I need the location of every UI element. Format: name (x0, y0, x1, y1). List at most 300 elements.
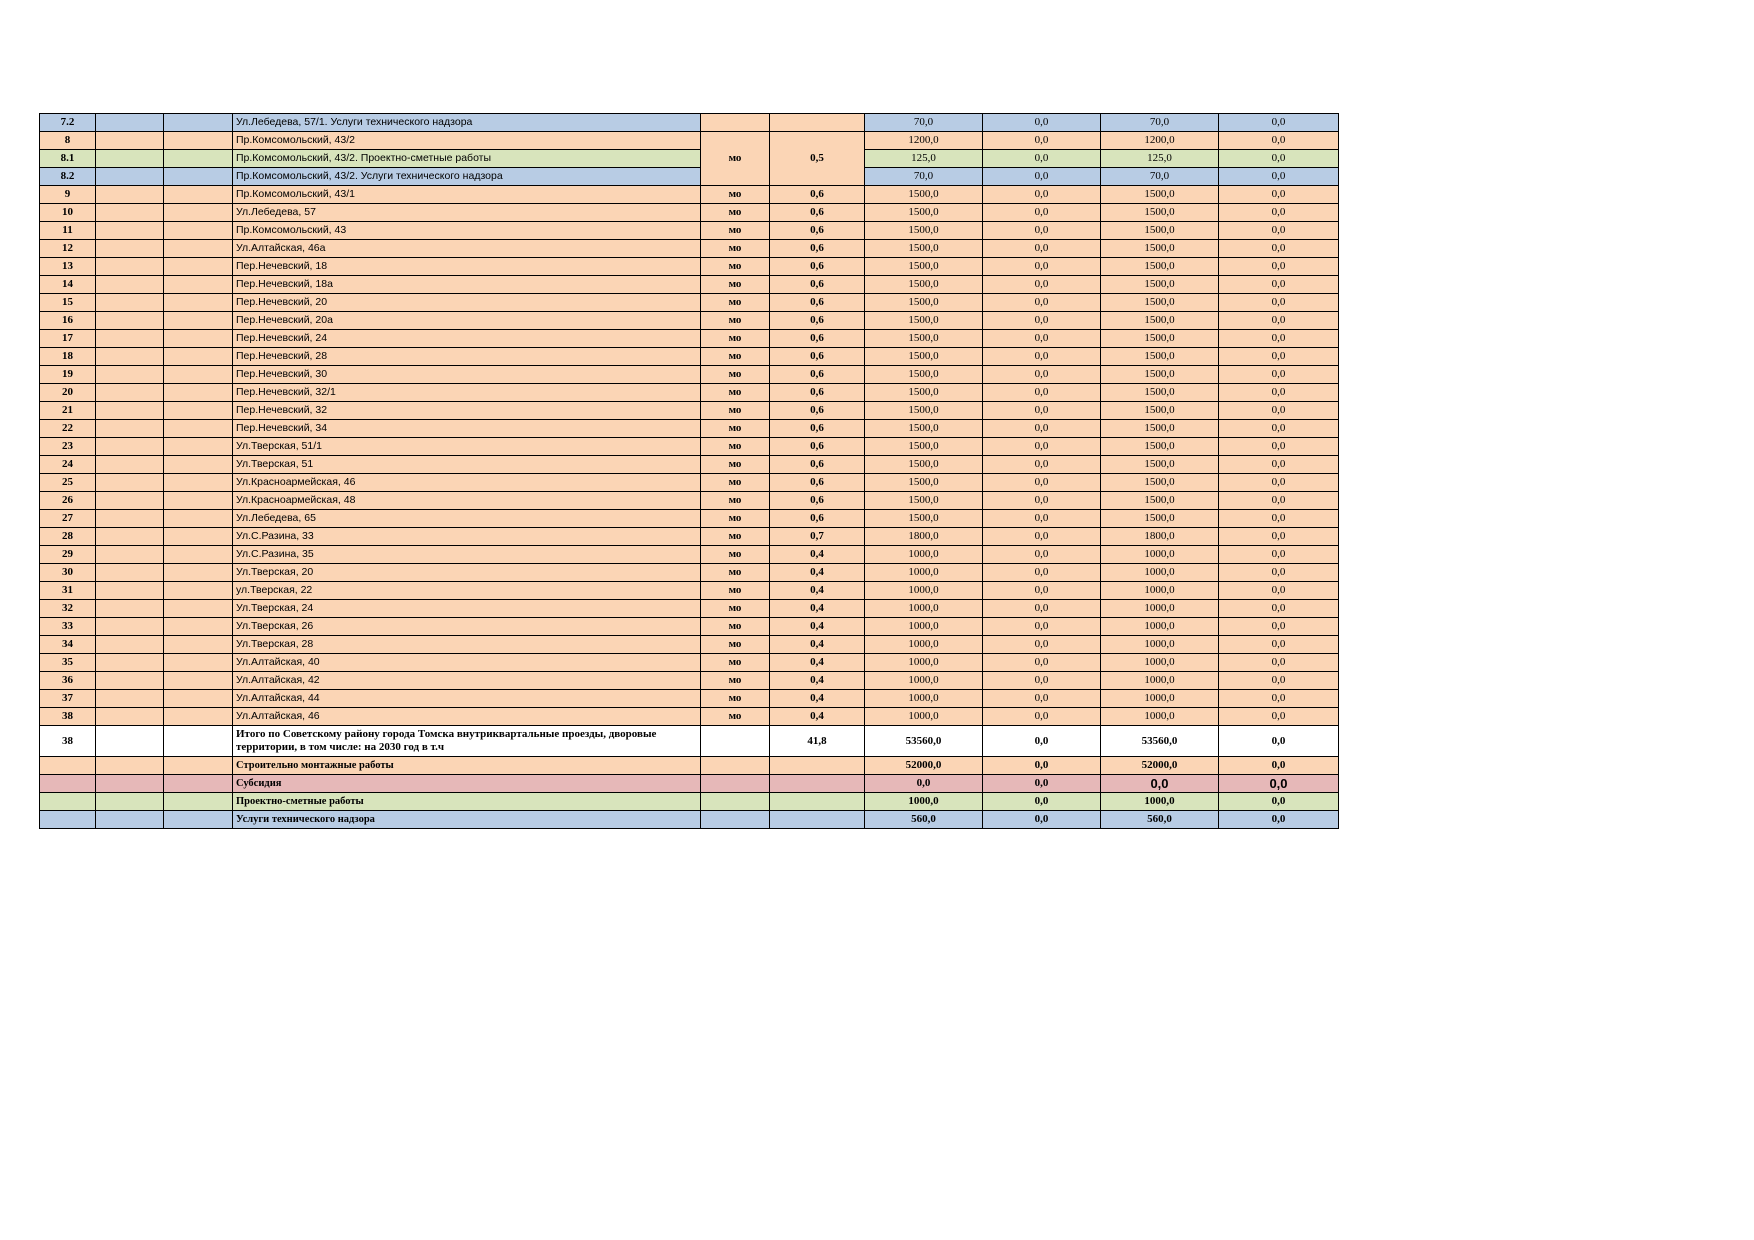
object-name-cell: ул.Тверская, 22 (233, 582, 701, 600)
unit-cell (701, 811, 770, 829)
unit-cell: мо (701, 636, 770, 654)
row-number-cell: 24 (40, 456, 96, 474)
value-cell-3: 1500,0 (1101, 492, 1219, 510)
empty-cell (96, 240, 164, 258)
object-name-cell: Ул.Тверская, 20 (233, 564, 701, 582)
empty-cell (164, 757, 233, 775)
empty-cell (164, 420, 233, 438)
empty-cell (96, 186, 164, 204)
value-cell-1: 1500,0 (865, 294, 983, 312)
value-cell-4: 0,0 (1219, 420, 1339, 438)
value-cell-4: 0,0 (1219, 600, 1339, 618)
quantity-cell: 0,6 (770, 438, 865, 456)
row-number-cell (40, 757, 96, 775)
value-cell-3: 560,0 (1101, 811, 1219, 829)
quantity-cell: 0,6 (770, 402, 865, 420)
table-row (40, 366, 1339, 384)
row-number-cell: 10 (40, 204, 96, 222)
value-cell-2: 0,0 (983, 276, 1101, 294)
value-cell-2: 0,0 (983, 757, 1101, 775)
value-cell-3: 1000,0 (1101, 546, 1219, 564)
empty-cell (164, 510, 233, 528)
value-cell-1: 1000,0 (865, 636, 983, 654)
row-number-cell: 25 (40, 474, 96, 492)
value-cell-4: 0,0 (1219, 654, 1339, 672)
quantity-cell: 0,4 (770, 654, 865, 672)
object-name-cell: Ул.Алтайская, 42 (233, 672, 701, 690)
table-row (40, 276, 1339, 294)
quantity-cell: 0,6 (770, 420, 865, 438)
value-cell-4: 0,0 (1219, 168, 1339, 186)
empty-cell (164, 600, 233, 618)
unit-cell: мо (701, 510, 770, 528)
empty-cell (164, 474, 233, 492)
unit-cell: мо (701, 366, 770, 384)
unit-cell (701, 114, 770, 132)
value-cell-1: 1500,0 (865, 348, 983, 366)
value-cell-4: 0,0 (1219, 510, 1339, 528)
value-cell-1: 1500,0 (865, 240, 983, 258)
value-cell-1: 1500,0 (865, 456, 983, 474)
empty-cell (96, 793, 164, 811)
empty-cell (96, 474, 164, 492)
row-number-cell: 23 (40, 438, 96, 456)
empty-cell (164, 636, 233, 654)
value-cell-4: 0,0 (1219, 726, 1339, 757)
empty-cell (96, 510, 164, 528)
quantity-cell: 0,6 (770, 276, 865, 294)
value-cell-4: 0,0 (1219, 492, 1339, 510)
value-cell-2: 0,0 (983, 240, 1101, 258)
value-cell-3: 53560,0 (1101, 726, 1219, 757)
table-row (40, 294, 1339, 312)
table-row (40, 708, 1339, 726)
object-name-cell: Ул.Алтайская, 40 (233, 654, 701, 672)
empty-cell (164, 672, 233, 690)
row-number-cell: 31 (40, 582, 96, 600)
value-cell-4: 0,0 (1219, 456, 1339, 474)
value-cell-4: 0,0 (1219, 276, 1339, 294)
unit-cell: мо (701, 708, 770, 726)
unit-cell (701, 793, 770, 811)
value-cell-3: 52000,0 (1101, 757, 1219, 775)
unit-cell: мо (701, 330, 770, 348)
value-cell-4: 0,0 (1219, 294, 1339, 312)
value-cell-3: 1000,0 (1101, 600, 1219, 618)
value-cell-1: 1000,0 (865, 654, 983, 672)
row-number-cell: 27 (40, 510, 96, 528)
value-cell-2: 0,0 (983, 492, 1101, 510)
table-row (40, 168, 1339, 186)
row-number-cell: 7.2 (40, 114, 96, 132)
empty-cell (164, 654, 233, 672)
table-row (40, 510, 1339, 528)
value-cell-3: 1500,0 (1101, 204, 1219, 222)
table-row (40, 474, 1339, 492)
object-name-cell: Строительно монтажные работы (233, 757, 701, 775)
value-cell-2: 0,0 (983, 582, 1101, 600)
empty-cell (164, 582, 233, 600)
value-cell-4: 0,0 (1219, 775, 1339, 793)
table-row (40, 420, 1339, 438)
value-cell-2: 0,0 (983, 726, 1101, 757)
table-row (40, 618, 1339, 636)
value-cell-4: 0,0 (1219, 474, 1339, 492)
value-cell-3: 1000,0 (1101, 564, 1219, 582)
empty-cell (96, 366, 164, 384)
row-number-cell: 38 (40, 726, 96, 757)
unit-cell: мо (701, 690, 770, 708)
value-cell-1: 125,0 (865, 150, 983, 168)
unit-cell: мо (701, 438, 770, 456)
quantity-cell: 0,6 (770, 510, 865, 528)
object-name-cell: Ул.С.Разина, 33 (233, 528, 701, 546)
row-number-cell (40, 793, 96, 811)
value-cell-3: 1500,0 (1101, 474, 1219, 492)
budget-table (39, 113, 1339, 829)
row-number-cell: 33 (40, 618, 96, 636)
value-cell-4: 0,0 (1219, 708, 1339, 726)
value-cell-2: 0,0 (983, 618, 1101, 636)
value-cell-3: 1500,0 (1101, 366, 1219, 384)
object-name-cell: Ул.С.Разина, 35 (233, 546, 701, 564)
quantity-cell (770, 114, 865, 132)
value-cell-2: 0,0 (983, 708, 1101, 726)
unit-cell: мо (701, 492, 770, 510)
value-cell-2: 0,0 (983, 654, 1101, 672)
empty-cell (164, 402, 233, 420)
value-cell-3: 1500,0 (1101, 312, 1219, 330)
value-cell-1: 1500,0 (865, 312, 983, 330)
row-number-cell: 12 (40, 240, 96, 258)
value-cell-4: 0,0 (1219, 582, 1339, 600)
object-name-cell: Проектно-сметные работы (233, 793, 701, 811)
table-row (40, 186, 1339, 204)
table-row (40, 258, 1339, 276)
empty-cell (164, 258, 233, 276)
value-cell-4: 0,0 (1219, 757, 1339, 775)
row-number-cell: 38 (40, 708, 96, 726)
value-cell-2: 0,0 (983, 132, 1101, 150)
value-cell-4: 0,0 (1219, 690, 1339, 708)
empty-cell (164, 456, 233, 474)
unit-cell (701, 757, 770, 775)
value-cell-3: 1000,0 (1101, 654, 1219, 672)
empty-cell (96, 258, 164, 276)
quantity-cell: 0,4 (770, 618, 865, 636)
row-number-cell: 34 (40, 636, 96, 654)
table-row (40, 654, 1339, 672)
empty-cell (164, 240, 233, 258)
table-row (40, 114, 1339, 132)
empty-cell (164, 294, 233, 312)
empty-cell (164, 492, 233, 510)
value-cell-4: 0,0 (1219, 204, 1339, 222)
quantity-cell: 41,8 (770, 726, 865, 757)
value-cell-1: 1000,0 (865, 600, 983, 618)
unit-cell: мо (701, 294, 770, 312)
value-cell-2: 0,0 (983, 402, 1101, 420)
value-cell-1: 1500,0 (865, 420, 983, 438)
object-name-cell: Пер.Нечевский, 34 (233, 420, 701, 438)
row-number-cell: 28 (40, 528, 96, 546)
row-number-cell: 18 (40, 348, 96, 366)
empty-cell (96, 636, 164, 654)
value-cell-4: 0,0 (1219, 312, 1339, 330)
empty-cell (96, 384, 164, 402)
value-cell-3: 1000,0 (1101, 672, 1219, 690)
value-cell-1: 1500,0 (865, 222, 983, 240)
empty-cell (96, 420, 164, 438)
empty-cell (96, 564, 164, 582)
unit-cell: мо (701, 276, 770, 294)
object-name-cell: Ул.Лебедева, 57/1. Услуги технического надзора (233, 114, 701, 132)
empty-cell (164, 150, 233, 168)
value-cell-4: 0,0 (1219, 258, 1339, 276)
value-cell-1: 52000,0 (865, 757, 983, 775)
value-cell-2: 0,0 (983, 564, 1101, 582)
table-row (40, 582, 1339, 600)
quantity-cell: 0,6 (770, 222, 865, 240)
value-cell-1: 1000,0 (865, 708, 983, 726)
quantity-cell: 0,6 (770, 330, 865, 348)
empty-cell (96, 330, 164, 348)
value-cell-2: 0,0 (983, 222, 1101, 240)
value-cell-3: 1200,0 (1101, 132, 1219, 150)
row-number-cell: 19 (40, 366, 96, 384)
empty-cell (164, 618, 233, 636)
table-row (40, 672, 1339, 690)
unit-cell: мо (701, 654, 770, 672)
empty-cell (164, 348, 233, 366)
quantity-cell (770, 775, 865, 793)
value-cell-2: 0,0 (983, 330, 1101, 348)
object-name-cell: Пер.Нечевский, 32/1 (233, 384, 701, 402)
empty-cell (96, 132, 164, 150)
object-name-cell: Ул.Тверская, 28 (233, 636, 701, 654)
value-cell-2: 0,0 (983, 204, 1101, 222)
empty-cell (164, 366, 233, 384)
value-cell-1: 1000,0 (865, 672, 983, 690)
empty-cell (96, 726, 164, 757)
object-name-cell: Пер.Нечевский, 24 (233, 330, 701, 348)
table-row (40, 757, 1339, 775)
value-cell-4: 0,0 (1219, 546, 1339, 564)
value-cell-3: 1800,0 (1101, 528, 1219, 546)
value-cell-1: 1500,0 (865, 510, 983, 528)
quantity-cell (770, 757, 865, 775)
empty-cell (164, 114, 233, 132)
quantity-cell: 0,6 (770, 186, 865, 204)
object-name-cell: Пр.Комсомольский, 43/2. Проектно-сметные работы (233, 150, 701, 168)
value-cell-3: 1500,0 (1101, 294, 1219, 312)
value-cell-2: 0,0 (983, 384, 1101, 402)
empty-cell (164, 726, 233, 757)
value-cell-3: 1500,0 (1101, 402, 1219, 420)
value-cell-2: 0,0 (983, 474, 1101, 492)
empty-cell (164, 546, 233, 564)
quantity-cell: 0,6 (770, 312, 865, 330)
value-cell-3: 1500,0 (1101, 348, 1219, 366)
unit-cell: мо (701, 546, 770, 564)
value-cell-2: 0,0 (983, 546, 1101, 564)
value-cell-1: 1000,0 (865, 546, 983, 564)
value-cell-2: 0,0 (983, 258, 1101, 276)
row-number-cell: 30 (40, 564, 96, 582)
empty-cell (164, 708, 233, 726)
empty-cell (164, 204, 233, 222)
table-row (40, 222, 1339, 240)
empty-cell (96, 294, 164, 312)
unit-cell: мо (701, 312, 770, 330)
table-row (40, 456, 1339, 474)
empty-cell (96, 672, 164, 690)
table-row (40, 793, 1339, 811)
object-name-cell: Пр.Комсомольский, 43/2. Услуги технического надзора (233, 168, 701, 186)
value-cell-3: 1500,0 (1101, 258, 1219, 276)
unit-cell: мо (701, 564, 770, 582)
empty-cell (164, 168, 233, 186)
value-cell-1: 1500,0 (865, 258, 983, 276)
row-number-cell: 29 (40, 546, 96, 564)
quantity-cell: 0,4 (770, 600, 865, 618)
value-cell-3: 1000,0 (1101, 582, 1219, 600)
unit-cell: мо (701, 222, 770, 240)
row-number-cell: 26 (40, 492, 96, 510)
empty-cell (164, 276, 233, 294)
table-row (40, 690, 1339, 708)
table-row (40, 348, 1339, 366)
value-cell-4: 0,0 (1219, 186, 1339, 204)
quantity-cell: 0,6 (770, 240, 865, 258)
row-number-cell: 20 (40, 384, 96, 402)
empty-cell (96, 312, 164, 330)
row-number-cell: 11 (40, 222, 96, 240)
object-name-cell: Ул.Тверская, 51 (233, 456, 701, 474)
quantity-cell: 0,6 (770, 456, 865, 474)
value-cell-2: 0,0 (983, 528, 1101, 546)
table-row (40, 811, 1339, 829)
object-name-cell: Ул.Тверская, 26 (233, 618, 701, 636)
table-body (40, 114, 1339, 829)
value-cell-3: 1500,0 (1101, 438, 1219, 456)
value-cell-4: 0,0 (1219, 240, 1339, 258)
value-cell-2: 0,0 (983, 811, 1101, 829)
empty-cell (164, 690, 233, 708)
value-cell-3: 70,0 (1101, 168, 1219, 186)
empty-cell (96, 114, 164, 132)
quantity-cell: 0,6 (770, 348, 865, 366)
empty-cell (96, 492, 164, 510)
unit-cell: мо (701, 582, 770, 600)
value-cell-1: 1800,0 (865, 528, 983, 546)
empty-cell (164, 186, 233, 204)
row-number-cell: 8 (40, 132, 96, 150)
value-cell-4: 0,0 (1219, 348, 1339, 366)
empty-cell (96, 528, 164, 546)
value-cell-1: 1500,0 (865, 402, 983, 420)
unit-cell: мо (701, 456, 770, 474)
table-row (40, 528, 1339, 546)
table-row (40, 402, 1339, 420)
empty-cell (96, 811, 164, 829)
value-cell-4: 0,0 (1219, 438, 1339, 456)
object-name-cell: Ул.Красноармейская, 48 (233, 492, 701, 510)
value-cell-4: 0,0 (1219, 150, 1339, 168)
value-cell-3: 1500,0 (1101, 276, 1219, 294)
quantity-cell: 0,6 (770, 384, 865, 402)
empty-cell (164, 564, 233, 582)
object-name-cell: Пер.Нечевский, 30 (233, 366, 701, 384)
value-cell-4: 0,0 (1219, 366, 1339, 384)
table-row (40, 240, 1339, 258)
empty-cell (164, 330, 233, 348)
value-cell-2: 0,0 (983, 636, 1101, 654)
empty-cell (164, 132, 233, 150)
object-name-cell: Пер.Нечевский, 28 (233, 348, 701, 366)
object-name-cell: Ул.Лебедева, 65 (233, 510, 701, 528)
quantity-cell: 0,6 (770, 492, 865, 510)
value-cell-2: 0,0 (983, 775, 1101, 793)
object-name-cell: Пр.Комсомольский, 43/2 (233, 132, 701, 150)
object-name-cell: Пер.Нечевский, 20а (233, 312, 701, 330)
object-name-cell: Ул.Тверская, 24 (233, 600, 701, 618)
object-name-cell: Ул.Алтайская, 44 (233, 690, 701, 708)
empty-cell (96, 708, 164, 726)
empty-cell (96, 690, 164, 708)
value-cell-3: 1500,0 (1101, 240, 1219, 258)
value-cell-1: 53560,0 (865, 726, 983, 757)
value-cell-4: 0,0 (1219, 618, 1339, 636)
row-number-cell: 8.2 (40, 168, 96, 186)
value-cell-1: 1500,0 (865, 276, 983, 294)
empty-cell (164, 384, 233, 402)
quantity-cell: 0,7 (770, 528, 865, 546)
unit-cell: мо (701, 132, 770, 186)
row-number-cell: 35 (40, 654, 96, 672)
value-cell-1: 560,0 (865, 811, 983, 829)
empty-cell (96, 654, 164, 672)
table-row (40, 132, 1339, 150)
unit-cell (701, 726, 770, 757)
value-cell-3: 1500,0 (1101, 456, 1219, 474)
quantity-cell: 0,4 (770, 690, 865, 708)
unit-cell: мо (701, 672, 770, 690)
value-cell-2: 0,0 (983, 672, 1101, 690)
value-cell-2: 0,0 (983, 420, 1101, 438)
value-cell-3: 1500,0 (1101, 222, 1219, 240)
value-cell-1: 1200,0 (865, 132, 983, 150)
value-cell-2: 0,0 (983, 168, 1101, 186)
quantity-cell: 0,6 (770, 258, 865, 276)
quantity-cell: 0,6 (770, 474, 865, 492)
row-number-cell: 9 (40, 186, 96, 204)
table-row (40, 438, 1339, 456)
empty-cell (96, 438, 164, 456)
value-cell-2: 0,0 (983, 510, 1101, 528)
value-cell-3: 1000,0 (1101, 618, 1219, 636)
unit-cell: мо (701, 528, 770, 546)
empty-cell (96, 222, 164, 240)
value-cell-2: 0,0 (983, 150, 1101, 168)
value-cell-1: 1000,0 (865, 582, 983, 600)
value-cell-4: 0,0 (1219, 402, 1339, 420)
unit-cell: мо (701, 474, 770, 492)
table-row (40, 636, 1339, 654)
value-cell-4: 0,0 (1219, 528, 1339, 546)
object-name-cell: Итого по Советскому району города Томска внутриквартальные проезды, дворовые территории, в том числе: на 2030 год в т.ч (233, 726, 701, 757)
row-number-cell (40, 775, 96, 793)
